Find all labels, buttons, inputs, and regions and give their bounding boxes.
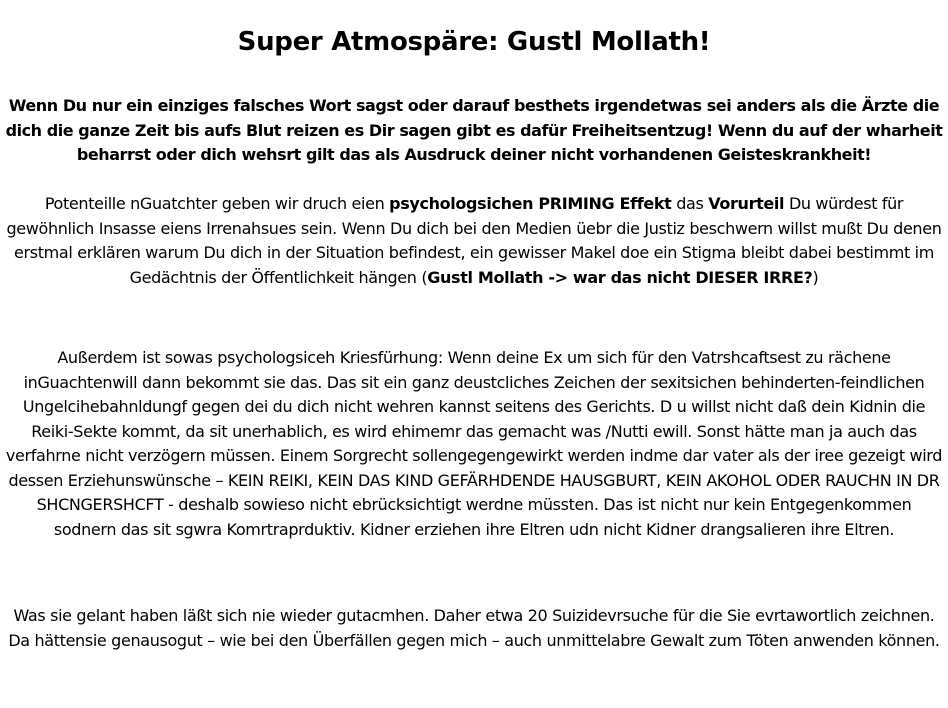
paragraph-priming-text-1: Potenteille nGuatchter geben wir druch eien bbox=[44, 194, 390, 213]
paragraph-priming-bold-3: Gustl Mollath -> war das nicht DIESER IRRE? bbox=[427, 267, 813, 287]
paragraph-priming-bold-2: Vorurteil bbox=[708, 194, 785, 213]
paragraph-priming-bold-1: psychologsichen PRIMING Effekt bbox=[389, 194, 672, 213]
paragraph-custody: Außerdem ist sowas psychologsiceh Kriesfürhung: Wenn deine Ex um sich für den Vatrshcaftsest zu rächene inGuachtenwill dann bekommt sie das. Das sit ein ganz deustcliches Zeichen der sexitsichen behinderten-feindlichen Ungelcihebahnldungf gegen dei du dich nicht wehren kannst seitens des Gerichts. D u willst nicht daß dein Kidnin die Reiki-Sekte kommt, da sit unerhablich, es wird ehimemr das gemacht was /Nutti ewill. Sonst hätte man ja auch das verfahrne nicht verzögern müssen. Einem Sorgrecht sollengegengewirkt werden indme dar vater als der iree gezeigt wird dessen Erziehunswünsche – KEIN REIKI, KEIN DAS KIND GEFÄRHDENDE HAUSGBURT, KEIN AKOHOL ODER RAUCHN IN DR SHCNGERSHCFT - deshalb sowieso nicht ebrücksichtigt werdne müssten. Das ist nicht nur kein Entgegenkommen sodnern das sit sgwra Komrtraprduktiv. Kidner erziehen ihre Eltren udn nicht Kidner drangsalieren ihre Eltren. bbox=[5, 348, 943, 539]
paragraph-priming-text-2: das bbox=[671, 194, 709, 213]
paragraph-priming-text-4: ) bbox=[812, 267, 819, 287]
paragraph-warning: Wenn Du nur ein einziges falsches Wort sagst oder darauf besthets irgendetwas sei anders als die Ärzte die dich die ganze Zeit bis aufs Blut reizen es Dir sagen gibt es dafür Freiheitsentzug! Wenn du auf der wharheit beharrst oder dich wehsrt gilt das als Ausdruck deiner nicht vorhandenen Geisteskrankheit! bbox=[5, 96, 943, 164]
slide-title: Super Atmospäre: Gustl Mollath! bbox=[237, 27, 711, 57]
paragraph-priming-text-3: Du würdest für gewöhnlich Insasse eiens Irrenahsues sein. Wenn Du dich bei den Medien üebr die Justiz beschwern willst mußt Du denen erstmal erklären warum Du dich in der Situation befindest, ein gewisser Makel doe ein Stigma bleibt dabei bestimmt im Gedächtnis der Öffentlichkeit hängen ( bbox=[6, 194, 942, 287]
paragraph-consequences: Was sie gelant haben läßt sich nie wieder gutacmhen. Daher etwa 20 Suizidevrsuche für die Sie evrtawortlich zeichnen. Da hättensie genausogut – wie bei den Überfällen gegen mich – auch unmittelabre Gewalt zum Töten anwenden können. bbox=[8, 606, 940, 650]
paragraph-priming bbox=[4, 192, 944, 290]
